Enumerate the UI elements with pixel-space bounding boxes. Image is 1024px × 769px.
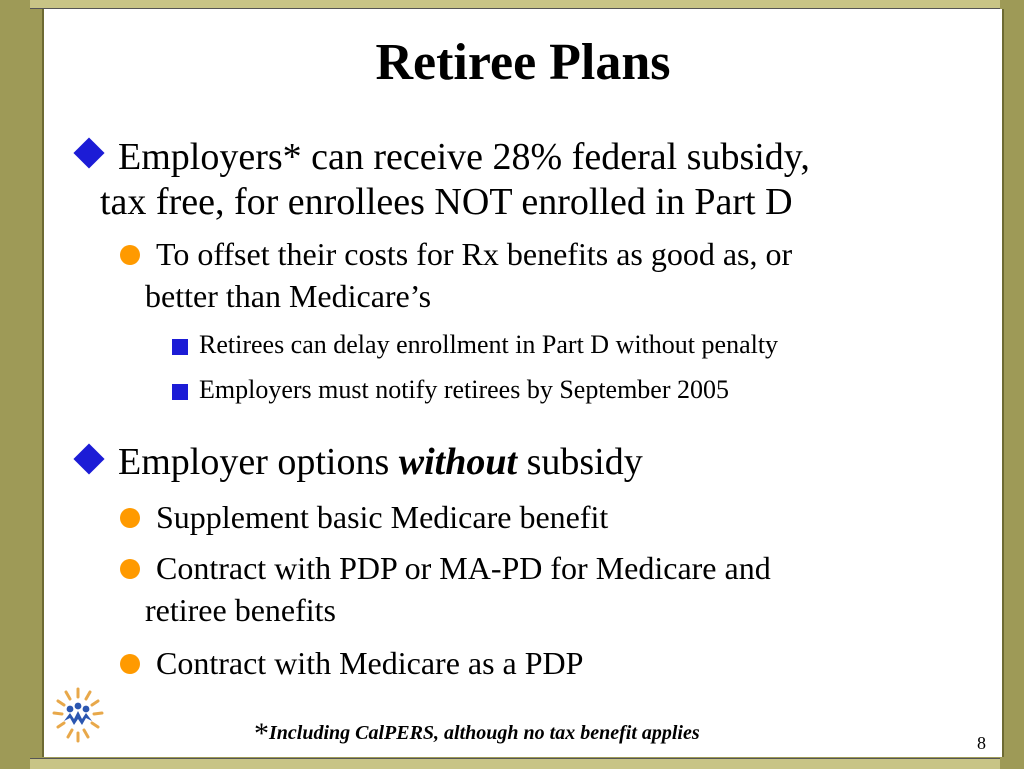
options-emphasis: without — [398, 441, 518, 483]
page-number: 8 — [977, 733, 986, 753]
bullet-employer-options — [118, 440, 643, 485]
square-bullet-icon — [172, 339, 188, 355]
bullet-contract-medicare: Contract with Medicare as a PDP — [156, 645, 584, 681]
options-prefix: Employer options — [118, 441, 399, 483]
bullet-employers-line1: Employers* can receive 28% federal subsidy, — [118, 136, 810, 178]
slide-frame-bottom — [30, 758, 1000, 769]
slide — [42, 9, 1004, 757]
slide-title: Retiree Plans — [375, 34, 671, 91]
diamond-bullet-icon — [73, 443, 104, 474]
bullet-employers-line2: tax free, for enrollees NOT enrolled in Part D — [100, 181, 793, 223]
square-bullet-icon — [172, 384, 188, 400]
slide-frame-top — [30, 0, 1000, 9]
footnote-text: Including CalPERS, although no tax benefit applies — [269, 722, 700, 744]
footnote-star: * — [254, 717, 269, 750]
bullet-contract-pdp-line1: Contract with PDP or MA-PD for Medicare and — [156, 550, 771, 586]
bullet-retirees-delay: Retirees can delay enrollment in Part D without penalty — [199, 330, 779, 359]
organization-logo-icon — [48, 685, 108, 747]
bullet-offset-line1: To offset their costs for Rx benefits as good as, or — [156, 236, 793, 272]
options-suffix: subsidy — [517, 441, 643, 483]
bullet-offset-line2: better than Medicare’s — [145, 278, 432, 314]
diamond-bullet-icon — [73, 137, 104, 168]
bullet-contract-pdp-line2: retiree benefits — [145, 592, 336, 628]
circle-bullet-icon — [120, 508, 140, 528]
circle-bullet-icon — [120, 245, 140, 265]
circle-bullet-icon — [120, 654, 140, 674]
bullet-employers-notify: Employers must notify retirees by September 2005 — [199, 375, 730, 404]
footnote — [254, 717, 700, 751]
bullet-supplement: Supplement basic Medicare benefit — [156, 499, 609, 535]
circle-bullet-icon — [120, 559, 140, 579]
